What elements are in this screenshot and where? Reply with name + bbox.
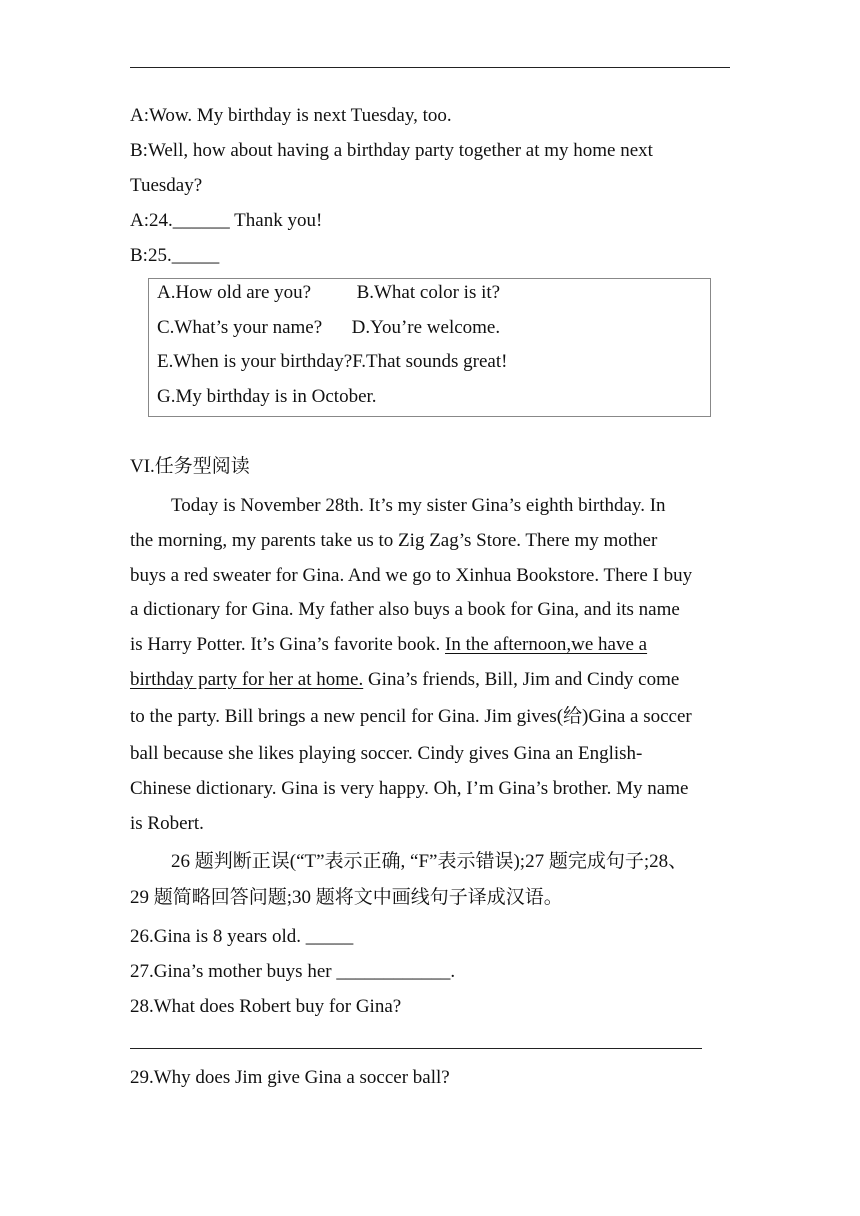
instruction-line: 29 题简略回答问题;30 题将文中画线句子译成汉语。	[130, 887, 563, 908]
underlined-sentence: birthday party for her at home.	[130, 669, 364, 690]
passage-line	[130, 668, 679, 692]
option-d: D.You’re welcome.	[351, 317, 501, 338]
passage-text: Gina’s friends, Bill, Jim and Cindy come	[363, 669, 680, 690]
option-row	[157, 316, 500, 340]
option-row	[157, 350, 507, 374]
question-29: 29.Why does Jim give Gina a soccer ball?	[130, 1067, 450, 1088]
option-b: B.What color is it?	[356, 282, 501, 303]
passage-line: the morning, my parents take us to Zig Zag’s Store. There my mother	[130, 530, 658, 551]
underlined-sentence: In the afternoon,we have a	[445, 634, 648, 655]
option-c: C.What’s your name?	[157, 317, 323, 338]
answer-line	[130, 1048, 702, 1049]
dialogue-line: A:Wow. My birthday is next Tuesday, too.	[130, 105, 452, 126]
passage-line: ball because she likes playing soccer. Cindy gives Gina an English-	[130, 743, 643, 764]
options-box	[148, 278, 711, 417]
dialogue-line: B:Well, how about having a birthday party together at my home next	[130, 140, 653, 161]
passage-text: is Harry Potter. It’s Gina’s favorite book.	[130, 634, 446, 655]
dialogue-line: B:25._____	[130, 245, 220, 266]
passage-line: to the party. Bill brings a new pencil for Gina. Jim gives(给)Gina a soccer	[130, 706, 692, 727]
question-28: 28.What does Robert buy for Gina?	[130, 996, 402, 1017]
passage-line: buys a red sweater for Gina. And we go to Xinhua Bookstore. There I buy	[130, 565, 693, 586]
passage-line: Today is November 28th. It’s my sister Gina’s eighth birthday. In	[171, 495, 666, 516]
section-title: VI.任务型阅读	[130, 456, 250, 477]
question-26: 26.Gina is 8 years old. _____	[130, 926, 354, 947]
option-row	[157, 385, 377, 409]
option-a: A.How old are you?	[157, 282, 312, 303]
header-rule	[130, 67, 730, 68]
option-row	[157, 281, 500, 305]
option-e-f: E.When is your birthday?F.That sounds great!	[157, 351, 508, 372]
instruction-line: 26 题判断正误(“T”表示正确, “F”表示错误);27 题完成句子;28、	[171, 851, 688, 872]
dialogue-line: A:24.______ Thank you!	[130, 210, 323, 231]
question-27: 27.Gina’s mother buys her ____________.	[130, 961, 456, 982]
dialogue-line: Tuesday?	[130, 175, 203, 196]
passage-line	[130, 633, 647, 657]
passage-line: is Robert.	[130, 813, 204, 834]
passage-line: Chinese dictionary. Gina is very happy. Oh, I’m Gina’s brother. My name	[130, 778, 689, 799]
passage-line: a dictionary for Gina. My father also buys a book for Gina, and its name	[130, 599, 680, 620]
option-g: G.My birthday is in October.	[157, 386, 377, 407]
